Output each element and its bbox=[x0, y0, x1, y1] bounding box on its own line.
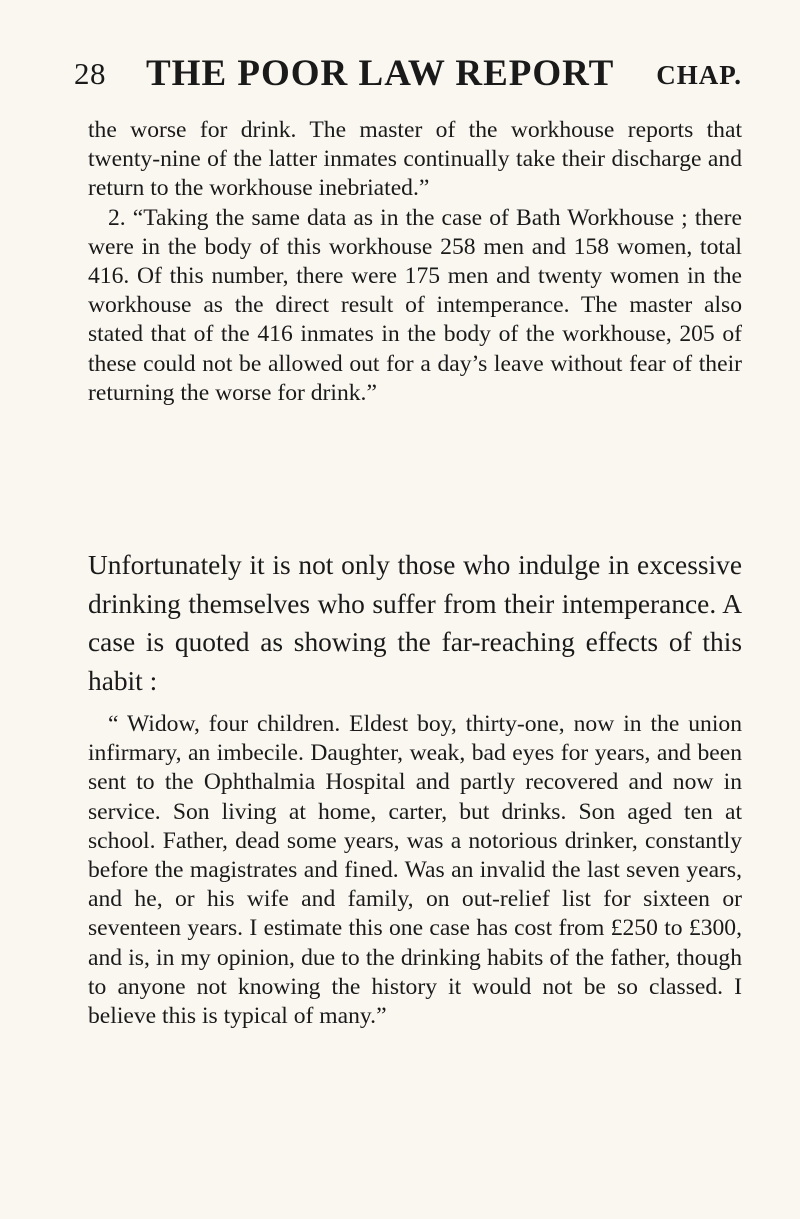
running-title: THE POOR LAW REPORT bbox=[146, 53, 615, 94]
paragraph-intemperance: Unfortunately it is not only those who indulge in excessive drinking themselves who suffer from their intemperance. A case is quoted as showing the far-reaching effects of this habit : bbox=[88, 550, 742, 696]
quoted-passage-continued bbox=[88, 116, 742, 408]
quoted-case bbox=[88, 710, 742, 1031]
paragraph-bath-workhouse: 2. “Taking the same data as in the case of Bath Workhouse ; there were in the body of this workhouse 258 men and 158 women, total 416. Of this number, there were 175 men and twenty women in the workhouse as the direct result of intemperance. The master also stated that of the 416 inmates in the body of the workhouse, 205 of these could not be allowed out for a day’s leave without fear of their returning the worse for drink.” bbox=[88, 204, 742, 406]
running-head bbox=[74, 52, 742, 102]
paragraph-continuation: the worse for drink. The master of the workhouse reports that twenty-nine of the latter inmates continually take their discharge and return to the workhouse inebriated.” bbox=[88, 117, 742, 202]
body-text bbox=[88, 546, 742, 700]
page-number: 28 bbox=[74, 56, 106, 91]
paragraph-widow-case: “ Widow, four children. Eldest boy, thirty-one, now in the union infirmary, an imbecile. Daughter, weak, bad eyes for years, and been sent to the Ophthalmia Hospital and partly recovered and now in service. Son living at home, carter, but drinks. Son aged ten at school. Father, dead some years, was a notorious drinker, constantly before the magistrates and fined. Was an invalid the last seven years, and he, or his wife and family, on out-relief list for sixteen or seventeen years. I estimate this one case has cost from £250 to £300, and is, in my opinion, due to the drinking habits of the father, though to anyone not knowing the history it would not be so classed. I believe this is typical of many.” bbox=[88, 711, 742, 1030]
chapter-label: CHAP. bbox=[656, 60, 742, 90]
